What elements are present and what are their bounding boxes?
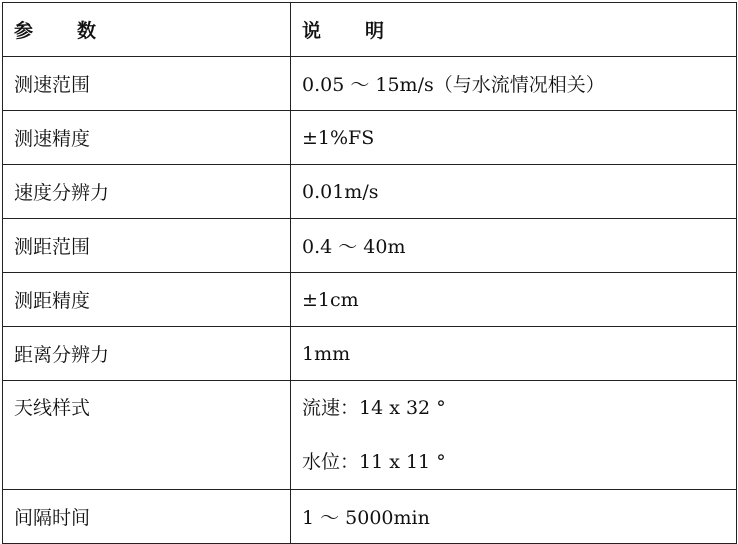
table-row (3, 111, 737, 165)
value-cell: 0.01m/s (291, 165, 737, 219)
param-cell: 距离分辨力 (3, 327, 291, 381)
table-row (3, 490, 737, 544)
param-cell: 天线样式 (3, 381, 291, 490)
table-header-row (3, 3, 737, 57)
value-cell: 1 ～ 5000min (291, 490, 737, 544)
param-cell: 间隔时间 (3, 490, 291, 544)
param-cell: 测速范围 (3, 57, 291, 111)
value-cell: ±1cm (291, 273, 737, 327)
table-row (3, 381, 737, 490)
antenna-level-value: 水位：11 x 11 ° (302, 451, 446, 473)
header-param: 参 数 (3, 3, 291, 57)
table-row (3, 57, 737, 111)
table-row (3, 165, 737, 219)
param-cell: 速度分辨力 (3, 165, 291, 219)
param-cell: 测距精度 (3, 273, 291, 327)
table-row (3, 327, 737, 381)
antenna-flow-value: 流速：14 x 32 ° (302, 397, 446, 419)
value-cell: 1mm (291, 327, 737, 381)
value-cell: 0.05 ～ 15m/s（与水流情况相关） (291, 57, 737, 111)
spec-table (2, 2, 737, 544)
table-row (3, 273, 737, 327)
value-cell: ±1%FS (291, 111, 737, 165)
table-row (3, 219, 737, 273)
header-desc: 说 明 (291, 3, 737, 57)
param-cell: 测速精度 (3, 111, 291, 165)
value-cell: 0.4 ～ 40m (291, 219, 737, 273)
value-cell (291, 381, 737, 490)
param-cell: 测距范围 (3, 219, 291, 273)
